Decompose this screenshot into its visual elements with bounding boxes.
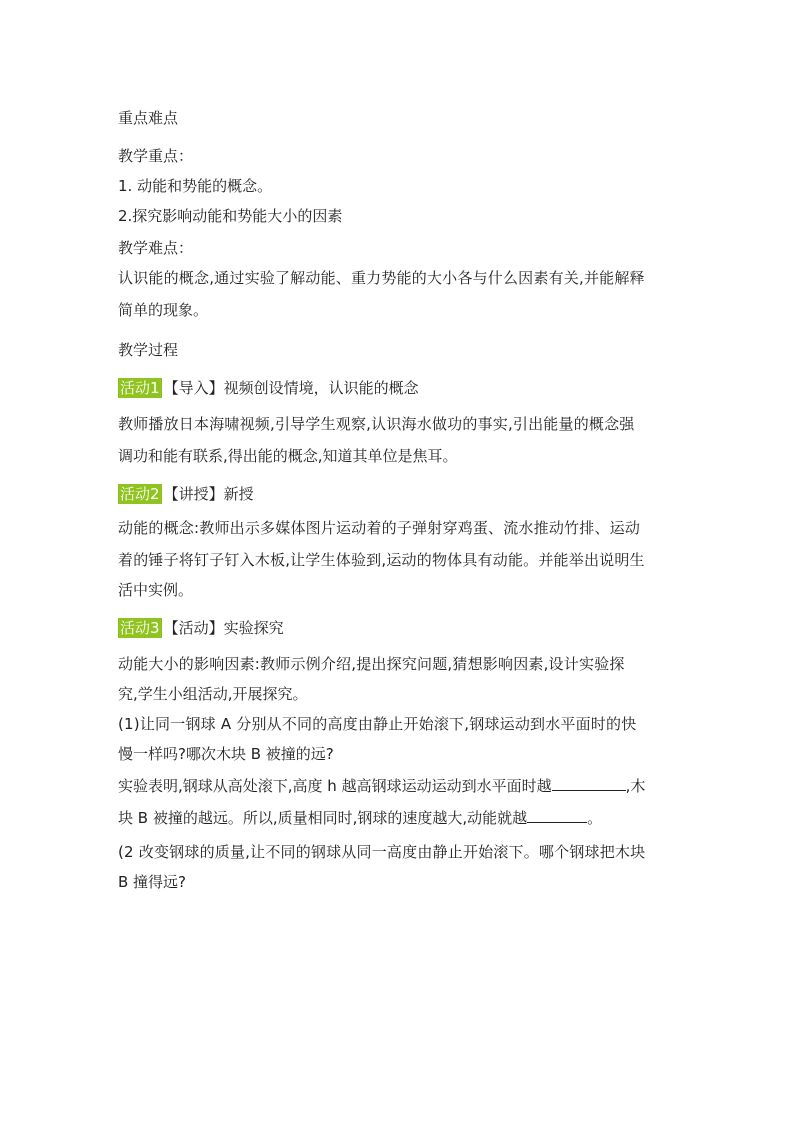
- activity-3-text-line8: B 撞得远?: [118, 873, 187, 891]
- activity-1-tag: 活动1: [120, 379, 160, 397]
- section-title-process: 教学过程: [118, 341, 179, 359]
- activity-3-text-line4: 慢一样吗?哪次木块 B 被撞的远?: [118, 745, 334, 763]
- key-point-item-2: 2.探究影响动能和势能大小的因素: [118, 207, 343, 225]
- activity-3-tag: 活动3: [120, 619, 160, 637]
- activity-3-text-line3: (1)让同一钢球 A 分别从不同的高度由静止开始滚下,钢球运动到水平面时的快: [118, 715, 637, 733]
- activity-3-heading: [118, 618, 284, 638]
- activity-2-text-line1: 动能的概念:教师出示多媒体图片运动着的子弹射穿鸡蛋、流水推动竹排、运动: [118, 519, 641, 537]
- activity-3-text-line1: 动能大小的影响因素:教师示例介绍,提出探究问题,猜想影响因素,设计实验探: [118, 655, 625, 673]
- fill-in-blank-1[interactable]: [552, 776, 626, 791]
- difficult-points-text-line2: 简单的现象。: [118, 301, 209, 319]
- activity-1-text-line2: 调功和能有联系,得出能的概念,知道其单位是焦耳。: [118, 447, 458, 465]
- activity-2-text-line2: 着的锤子将钉子钉入木板,让学生体验到,运动的物体具有动能。并能举出说明生: [118, 551, 645, 569]
- activity-3-text-line2: 究,学生小组活动,开展探究。: [118, 685, 308, 703]
- difficult-points-label: 教学难点：: [118, 239, 194, 257]
- activity-3-text-line5: 实验表明,钢球从高处滚下,高度 h 越高钢球运动运动到水平面时越 ,木: [118, 777, 646, 795]
- activity-2-text-line3: 活中实例。: [118, 581, 194, 599]
- activity-1-text-line1: 教师播放日本海啸视频,引导学生观察,认识海水做功的事实,引出能量的概念强: [118, 415, 635, 433]
- activity-2-title: 【讲授】新授: [163, 485, 254, 503]
- fill-in-blank-2[interactable]: [527, 808, 587, 823]
- activity-1-heading: [118, 378, 419, 398]
- key-point-item-1: 1. 动能和势能的概念。: [118, 177, 273, 195]
- section-title-key-points: 重点难点: [118, 109, 179, 127]
- activity-2-tag: 活动2: [120, 485, 160, 503]
- difficult-points-text-line1: 认识能的概念,通过实验了解动能、重力势能的大小各与什么因素有关,并能解释: [118, 269, 645, 287]
- key-points-label: 教学重点：: [118, 147, 194, 165]
- activity-2-heading: [118, 484, 254, 504]
- activity-1-title: 【导入】视频创设情境，认识能的概念: [163, 379, 419, 397]
- activity-3-title: 【活动】实验探究: [163, 619, 284, 637]
- activity-3-text-line6: 块 B 被撞的越远。所以,质量相同时,钢球的速度越大,动能就越 。: [118, 809, 603, 827]
- activity-3-text-line7: (2 改变钢球的质量,让不同的钢球从同一高度由静止开始滚下。哪个钢球把木块: [118, 843, 646, 861]
